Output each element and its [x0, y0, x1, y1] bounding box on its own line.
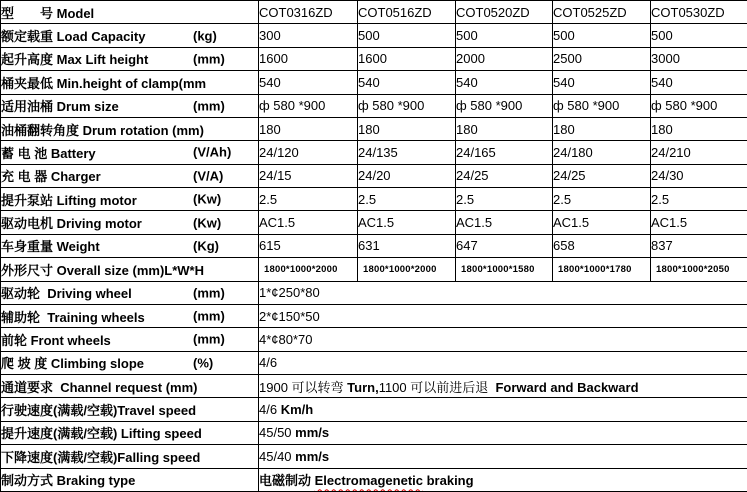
cell-value: 540: [358, 71, 456, 94]
row-braking-type: [1, 468, 747, 492]
cell-value: 180: [259, 117, 358, 140]
misspelled-word-squiggle: Electromagenetic: [314, 473, 423, 489]
cell-value: AC1.5: [651, 211, 747, 234]
cell-value: 1800*1000*2000: [259, 258, 358, 281]
cell-value: [259, 445, 747, 468]
cell-value: 540: [651, 71, 747, 94]
cell-value: 180: [358, 117, 456, 140]
cell-value: 24/30: [651, 164, 747, 187]
row-label: 辅助轮 Training wheels: [1, 309, 145, 325]
cell-value: 658: [553, 234, 651, 257]
row-driving-motor: [1, 211, 747, 234]
row-model: [1, 1, 747, 24]
row-label: 提升泵站 Lifting motor: [1, 192, 137, 208]
cell-value: [259, 375, 747, 398]
cell-value: COT0520ZD: [456, 1, 553, 24]
row-falling-speed: [1, 445, 747, 468]
cell-value: COT0530ZD: [651, 1, 747, 24]
row-max-lift-height: [1, 47, 747, 70]
row-driving-wheel: [1, 281, 747, 304]
row-label: 前轮 Front wheels: [1, 332, 111, 348]
cell-value: 1800*1000*2050: [651, 258, 747, 281]
cell-value: ф 580 *900: [358, 94, 456, 117]
row-label: 蓄 电 池 Battery: [1, 145, 96, 161]
row-label: 充 电 器 Charger: [1, 169, 101, 185]
cell-value: 2.5: [651, 188, 747, 211]
cell-value: 540: [259, 71, 358, 94]
cell-value: 1600: [358, 47, 456, 70]
row-unit: (mm): [193, 308, 225, 324]
cell-value: [259, 421, 747, 444]
cell-value: 24/165: [456, 141, 553, 164]
value-unit-bold: mm/s: [295, 448, 330, 464]
value-text: 1100 可以前进后退: [378, 379, 496, 395]
row-load-capacity: [1, 24, 747, 47]
value-text-bold: 电磁制动: [259, 473, 315, 489]
cell-value: 180: [456, 117, 553, 140]
cell-value: 180: [651, 117, 747, 140]
row-unit: (V/Ah): [193, 144, 232, 160]
row-unit: (Kg): [193, 238, 219, 254]
value-unit-bold: mm/s: [295, 425, 330, 441]
row-front-wheels: [1, 328, 747, 351]
cell-value: 647: [456, 234, 553, 257]
row-training-wheels: [1, 304, 747, 327]
row-lifting-motor: [1, 188, 747, 211]
row-unit: (Kw): [193, 191, 222, 207]
cell-value: AC1.5: [358, 211, 456, 234]
cell-value: 1800*1000*1780: [553, 258, 651, 281]
row-climbing-slope: [1, 351, 747, 374]
row-label: 行驶速度(满载/空载)Travel speed: [1, 403, 197, 419]
value-text: 4/6: [259, 402, 281, 418]
value-text: 45/40: [259, 448, 296, 464]
row-label: 驱动电机 Driving motor: [1, 216, 142, 232]
value-unit-bold: Km/h: [280, 402, 314, 418]
row-unit: (Kw): [193, 215, 222, 231]
cell-value: ф 580 *900: [259, 94, 358, 117]
cell-value: 1800*1000*1580: [456, 258, 553, 281]
row-label: 制动方式 Braking type: [1, 473, 136, 489]
value-text-bold: Forward and Backward: [495, 379, 639, 395]
row-weight: [1, 234, 747, 257]
row-unit: (mm): [193, 285, 225, 301]
row-label-cell: [1, 47, 259, 70]
row-label-cell: [1, 141, 259, 164]
row-label-cell: [1, 94, 259, 117]
row-label: 油桶翻转角度 Drum rotation (mm): [1, 122, 204, 138]
row-unit: (mm): [193, 331, 225, 347]
cell-value: 615: [259, 234, 358, 257]
row-label-cell: [1, 398, 259, 421]
row-label-cell: [1, 164, 259, 187]
cell-value: 24/25: [456, 164, 553, 187]
cell-value: 1800*1000*2000: [358, 258, 456, 281]
cell-value: ф 580 *900: [553, 94, 651, 117]
row-label: 驱动轮 Driving wheel: [1, 286, 132, 302]
row-charger: [1, 164, 747, 187]
cell-value: COT0516ZD: [358, 1, 456, 24]
cell-value: 24/15: [259, 164, 358, 187]
cell-value: AC1.5: [553, 211, 651, 234]
row-label-cell: [1, 188, 259, 211]
row-label: 爬 坡 度 Climbing slope: [1, 356, 145, 372]
row-travel-speed: [1, 398, 747, 421]
cell-value: 2.5: [358, 188, 456, 211]
row-label-cell: [1, 234, 259, 257]
row-label-cell: [1, 258, 259, 281]
cell-value: 2.5: [456, 188, 553, 211]
row-label-cell: [1, 117, 259, 140]
row-label: 型 号 Model: [1, 5, 95, 21]
row-lifting-speed: [1, 421, 747, 444]
row-label-cell: [1, 304, 259, 327]
cell-value: AC1.5: [259, 211, 358, 234]
value-text-bold: braking: [423, 473, 474, 489]
row-label-cell: [1, 328, 259, 351]
row-drum-size: [1, 94, 747, 117]
cell-value: 24/20: [358, 164, 456, 187]
value-text-bold: Turn,: [347, 379, 379, 395]
row-label-cell: [1, 71, 259, 94]
row-label-cell: [1, 351, 259, 374]
cell-value: [259, 398, 747, 421]
row-overall-size: [1, 258, 747, 281]
cell-value: 2*¢150*50: [259, 304, 747, 327]
cell-value: ф 580 *900: [651, 94, 747, 117]
row-label: 外形尺寸 Overall size (mm)L*W*H: [1, 262, 204, 278]
cell-value: COT0316ZD: [259, 1, 358, 24]
cell-value: AC1.5: [456, 211, 553, 234]
row-label-cell: [1, 375, 259, 398]
row-label: 车身重量 Weight: [1, 239, 100, 255]
row-label: 起升高度 Max Lift height: [1, 52, 149, 68]
cell-value: 540: [553, 71, 651, 94]
cell-value: COT0525ZD: [553, 1, 651, 24]
cell-value: 24/135: [358, 141, 456, 164]
cell-value: 4*¢80*70: [259, 328, 747, 351]
row-label: 额定载重 Load Capacity: [1, 29, 146, 45]
cell-value: 24/25: [553, 164, 651, 187]
row-label-cell: [1, 1, 259, 24]
cell-value: 500: [456, 24, 553, 47]
value-text: 1900 可以转弯: [259, 379, 348, 395]
cell-value: 24/180: [553, 141, 651, 164]
row-label: 下降速度(满载/空载)Falling speed: [1, 449, 201, 465]
row-channel-request: [1, 375, 747, 398]
row-unit: (V/A): [193, 168, 224, 184]
row-label-cell: [1, 211, 259, 234]
row-min-clamp-height: [1, 71, 747, 94]
cell-value: 500: [553, 24, 651, 47]
cell-value: 3000: [651, 47, 747, 70]
row-unit: (kg): [193, 28, 217, 44]
cell-value: 24/210: [651, 141, 747, 164]
row-unit: (mm): [193, 98, 225, 114]
row-label: 提升速度(满载/空载) Lifting speed: [1, 426, 202, 442]
cell-value: 24/120: [259, 141, 358, 164]
cell-value: ф 580 *900: [456, 94, 553, 117]
value-text: 45/50: [259, 425, 296, 441]
row-label: 通道要求 Channel request (mm): [1, 379, 198, 395]
cell-value: 2000: [456, 47, 553, 70]
row-unit: (%): [193, 355, 214, 371]
row-drum-rotation: [1, 117, 747, 140]
row-unit: (mm): [193, 51, 225, 67]
cell-value: 1600: [259, 47, 358, 70]
cell-value: 837: [651, 234, 747, 257]
row-battery: [1, 141, 747, 164]
row-label: 桶夹最低 Min.height of clamp(mm: [1, 75, 207, 91]
cell-value: 300: [259, 24, 358, 47]
row-label-cell: [1, 421, 259, 444]
cell-value: 500: [358, 24, 456, 47]
row-label-cell: [1, 445, 259, 468]
cell-value: [259, 468, 747, 492]
cell-value: 2500: [553, 47, 651, 70]
cell-value: 631: [358, 234, 456, 257]
cell-value: 540: [456, 71, 553, 94]
row-label-cell: [1, 24, 259, 47]
row-label: 适用油桶 Drum size: [1, 99, 119, 115]
cell-value: 1*¢250*80: [259, 281, 747, 304]
cell-value: 2.5: [259, 188, 358, 211]
cell-value: 180: [553, 117, 651, 140]
cell-value: 4/6: [259, 351, 747, 374]
cell-value: 500: [651, 24, 747, 47]
cell-value: 2.5: [553, 188, 651, 211]
row-label-cell: [1, 281, 259, 304]
row-label-cell: [1, 468, 259, 492]
